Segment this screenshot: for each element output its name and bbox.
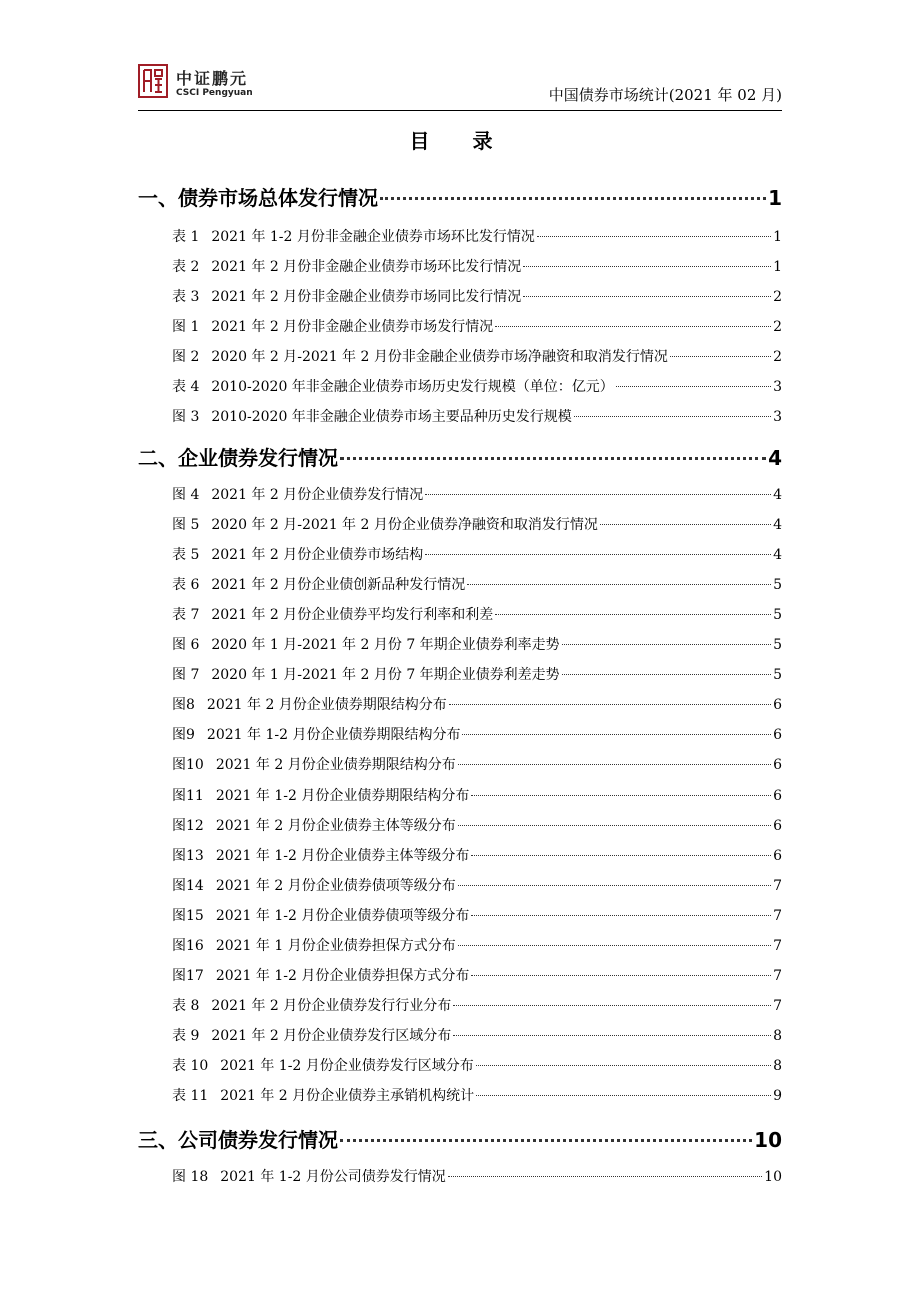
toc-item-page: 3: [773, 379, 782, 396]
toc-item-page: 5: [773, 607, 782, 624]
toc-item-page: 7: [773, 907, 782, 924]
toc-section-page: 1: [768, 186, 782, 210]
toc-section-page: 10: [754, 1128, 782, 1152]
toc-section-entry[interactable]: [138, 1124, 782, 1153]
toc-item-entry[interactable]: [172, 905, 782, 925]
toc-item-label: 表 7: [172, 607, 200, 624]
toc-item-page: 7: [773, 937, 782, 954]
toc-item-label: 图 4: [172, 487, 200, 503]
toc-item-entry[interactable]: [172, 406, 782, 426]
toc-leader-dots: [380, 197, 766, 200]
toc-leader-dots: [425, 554, 771, 555]
toc-item-text: 2021 年 1-2 月份企业债券主体等级分布: [215, 847, 470, 864]
toc-item-label: 图8: [172, 697, 195, 714]
toc-item-text: 2010-2020 年非金融企业债券市场主要品种历史发行规模: [211, 409, 572, 426]
toc-item-entry[interactable]: [172, 1025, 782, 1045]
toc-item-label: 图 1: [172, 319, 200, 336]
toc-item-text: 2021 年 2 月份企业债券期限结构分布: [215, 757, 456, 774]
toc-item-text: 2021 年 2 月份企业债券主承销机构统计: [220, 1088, 475, 1104]
toc-leader-dots: [471, 975, 771, 976]
toc-leader-dots: [471, 795, 771, 796]
toc-leader-dots: [471, 855, 771, 856]
toc-item-page: 4: [773, 517, 782, 534]
toc-leader-dots: [448, 1176, 762, 1177]
toc-item-text: 2020 年 2 月-2021 年 2 月份企业债券净融资和取消发行情况: [211, 517, 598, 534]
logo-seal-icon: [138, 64, 168, 98]
toc-item-text: 2021 年 1-2 月份公司债券发行情况: [220, 1169, 446, 1185]
logo-chinese-name: 中证鹏元: [176, 69, 249, 88]
toc-item-entry[interactable]: [172, 1166, 782, 1186]
toc-leader-dots: [670, 356, 771, 357]
toc-item-page: 3: [773, 409, 782, 426]
toc-leader-dots: [458, 825, 771, 826]
toc-item-text: 2021 年 2 月份企业债券发行区域分布: [211, 1027, 452, 1044]
toc-item-text: 2021 年 2 月份非金融企业债券市场环比发行情况: [211, 259, 522, 276]
toc-item-entry[interactable]: [172, 316, 782, 336]
toc-item-page: 6: [773, 817, 782, 834]
toc-item-entry[interactable]: [172, 664, 782, 684]
toc-item-label: 图 5: [172, 517, 200, 534]
toc-item-label: 图11: [172, 787, 204, 804]
toc-item-entry[interactable]: [172, 256, 782, 276]
toc-leader-dots: [458, 885, 771, 886]
toc-item-entry[interactable]: [172, 634, 782, 654]
toc-item-label: 表 10: [172, 1057, 209, 1074]
toc-item-text: 2021 年 1-2 月份企业债券期限结构分布: [215, 787, 470, 804]
toc-item-label: 图17: [172, 967, 204, 984]
toc-item-entry[interactable]: [172, 346, 782, 366]
toc-item-entry[interactable]: [172, 484, 782, 504]
toc-leader-dots: [467, 584, 771, 585]
toc-leader-dots: [340, 1139, 752, 1142]
toc-leader-dots: [523, 266, 771, 267]
toc-leader-dots: [523, 296, 771, 297]
toc-item-text: 2021 年 1 月份企业债券担保方式分布: [215, 937, 456, 954]
toc-leader-dots: [458, 945, 771, 946]
toc-item-label: 图 3: [172, 409, 200, 426]
toc-leader-dots: [340, 457, 766, 460]
toc-item-entry[interactable]: [172, 875, 782, 895]
toc-item-text: 2020 年 2 月-2021 年 2 月份非金融企业债券市场净融资和取消发行情况: [211, 349, 668, 366]
toc-item-label: 图 18: [172, 1169, 209, 1185]
toc-item-text: 2021 年 2 月份企业债券市场结构: [211, 547, 424, 564]
toc-item-page: 6: [773, 787, 782, 804]
toc-item-entry[interactable]: [172, 754, 782, 774]
toc-item-page: 2: [773, 289, 782, 306]
toc-item-label: 图 7: [172, 667, 200, 684]
toc-leader-dots: [476, 1065, 771, 1066]
toc-leader-dots: [537, 236, 771, 237]
toc-item-text: 2020 年 1 月-2021 年 2 月份 7 年期企业债券利差走势: [211, 667, 560, 684]
toc-item-entry[interactable]: [172, 286, 782, 306]
toc-item-label: 表 9: [172, 1027, 200, 1044]
toc-item-page: 10: [764, 1169, 782, 1185]
toc-leader-dots: [449, 704, 771, 705]
toc-item-entry[interactable]: [172, 514, 782, 534]
toc-item-label: 表 8: [172, 997, 200, 1014]
toc-heading: 目 录: [409, 129, 511, 153]
toc-item-entry[interactable]: [172, 815, 782, 835]
toc-leader-dots: [562, 644, 771, 645]
toc-item-text: 2021 年 1-2 月份非金融企业债券市场环比发行情况: [211, 229, 535, 245]
toc-item-entry[interactable]: [172, 935, 782, 955]
toc-leader-dots: [574, 416, 771, 417]
toc-item-page: 5: [773, 667, 782, 684]
toc-leader-dots: [425, 494, 771, 495]
toc-item-page: 5: [773, 637, 782, 654]
toc-leader-dots: [458, 764, 771, 765]
toc-item-text: 2021 年 2 月份非金融企业债券市场发行情况: [211, 319, 494, 336]
toc-item-label: 表 4: [172, 379, 200, 396]
toc-item-label: 图10: [172, 757, 204, 774]
toc-item-text: 2010-2020 年非金融企业债券市场历史发行规模（单位：亿元）: [211, 379, 614, 396]
toc-item-text: 2021 年 2 月份企业债券债项等级分布: [215, 877, 456, 894]
toc-item-entry[interactable]: [172, 785, 782, 805]
toc-item-text: 2021 年 2 月份企业债券发行行业分布: [211, 997, 452, 1014]
toc-item-entry[interactable]: [172, 226, 782, 246]
toc-item-page: 5: [773, 577, 782, 594]
logo-english-name: CSCI Pengyuan: [176, 88, 253, 98]
toc-item-page: 2: [773, 349, 782, 366]
toc-item-entry[interactable]: [172, 574, 782, 594]
toc-item-label: 表 1: [172, 229, 200, 245]
toc-item-page: 9: [773, 1088, 782, 1104]
toc-item-label: 图12: [172, 817, 204, 834]
toc-item-page: 7: [773, 967, 782, 984]
toc-item-text: 2021 年 1-2 月份企业债券发行区域分布: [220, 1057, 474, 1074]
toc-leader-dots: [453, 1005, 771, 1006]
toc-item-entry[interactable]: [172, 604, 782, 624]
toc-item-text: 2021 年 1-2 月份企业债券期限结构分布: [206, 727, 461, 744]
toc-item-label: 图16: [172, 937, 204, 954]
toc-item-label: 图14: [172, 877, 204, 894]
toc-section-page: 4: [768, 446, 782, 470]
toc-item-text: 2021 年 2 月份非金融企业债券市场同比发行情况: [211, 289, 522, 306]
toc-item-entry[interactable]: [172, 544, 782, 564]
toc-item-text: 2021 年 1-2 月份企业债券担保方式分布: [215, 967, 470, 984]
toc-item-entry[interactable]: [172, 995, 782, 1015]
toc-item-label: 表 2: [172, 259, 200, 276]
toc-leader-dots: [562, 674, 771, 675]
document-title: 中国债券市场统计(2021 年 02 月): [548, 86, 782, 104]
toc-section-entry[interactable]: [138, 182, 782, 211]
toc-item-label: 表 6: [172, 577, 200, 594]
toc-item-page: 1: [773, 229, 782, 245]
toc-leader-dots: [471, 915, 771, 916]
toc-leader-dots: [495, 614, 771, 615]
toc-item-entry[interactable]: [172, 1085, 782, 1105]
toc-item-label: 图9: [172, 727, 195, 744]
page-header: [138, 62, 782, 111]
toc-item-page: 8: [773, 1057, 782, 1074]
toc-item-page: 6: [773, 727, 782, 744]
toc-item-page: 6: [773, 697, 782, 714]
toc-leader-dots: [495, 326, 771, 327]
toc-item-page: 1: [773, 259, 782, 276]
toc-item-page: 8: [773, 1027, 782, 1044]
toc-item-text: 2021 年 2 月份企业债创新品种发行情况: [211, 577, 466, 594]
toc-item-label: 图15: [172, 907, 204, 924]
toc-item-label: 图13: [172, 847, 204, 864]
toc-leader-dots: [476, 1095, 771, 1096]
toc-item-entry[interactable]: [172, 724, 782, 744]
toc-item-label: 表 5: [172, 547, 200, 564]
toc-item-label: 图 6: [172, 637, 200, 654]
toc-item-page: 4: [773, 547, 782, 564]
toc-item-page: 7: [773, 877, 782, 894]
toc-item-entry[interactable]: [172, 376, 782, 396]
toc-item-page: 2: [773, 319, 782, 336]
toc-leader-dots: [600, 524, 771, 525]
toc-leader-dots: [462, 734, 771, 735]
toc-item-page: 7: [773, 997, 782, 1014]
toc-item-text: 2021 年 2 月份企业债券期限结构分布: [206, 697, 447, 714]
toc-item-page: 6: [773, 847, 782, 864]
toc-item-text: 2021 年 2 月份企业债券发行情况: [211, 487, 424, 503]
toc-item-label: 表 3: [172, 289, 200, 306]
toc-section-title: 二、企业债券发行情况: [138, 446, 338, 470]
toc-section-title: 三、公司债券发行情况: [138, 1128, 338, 1152]
toc-item-entry[interactable]: [172, 845, 782, 865]
toc-section-entry[interactable]: [138, 442, 782, 471]
toc-item-entry[interactable]: [172, 694, 782, 714]
toc-item-page: 6: [773, 757, 782, 774]
toc-item-text: 2020 年 1 月-2021 年 2 月份 7 年期企业债券利率走势: [211, 637, 560, 654]
toc-item-text: 2021 年 1-2 月份企业债券债项等级分布: [215, 907, 470, 924]
toc-item-text: 2021 年 2 月份企业债券主体等级分布: [215, 817, 456, 834]
toc-section-title: 一、债券市场总体发行情况: [138, 186, 378, 210]
company-logo: [138, 64, 308, 104]
toc-item-entry[interactable]: [172, 1055, 782, 1075]
toc-leader-dots: [453, 1035, 771, 1036]
toc-item-label: 图 2: [172, 349, 200, 366]
toc-item-entry[interactable]: [172, 965, 782, 985]
toc-item-text: 2021 年 2 月份企业债券平均发行利率和利差: [211, 607, 494, 624]
toc-leader-dots: [616, 386, 771, 387]
toc-item-page: 4: [773, 487, 782, 503]
toc-item-label: 表 11: [172, 1088, 209, 1104]
